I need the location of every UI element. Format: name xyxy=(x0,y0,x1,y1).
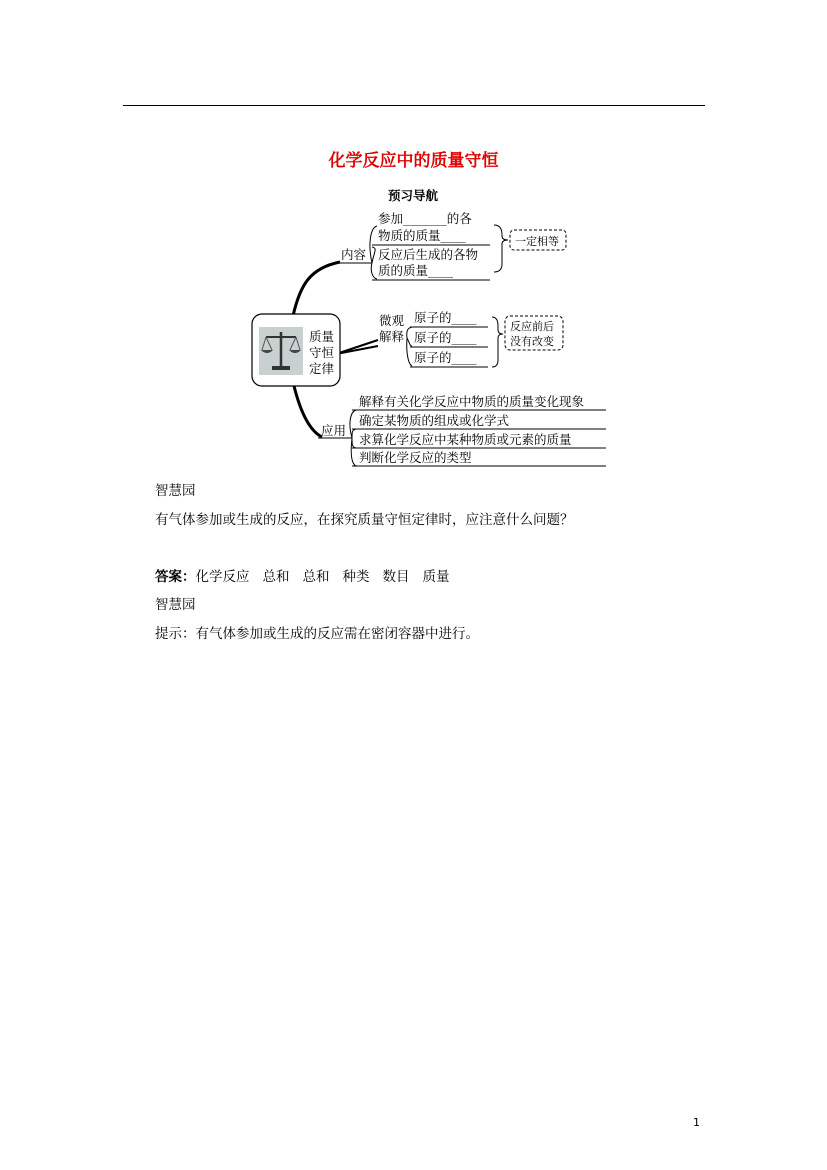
application-fork-1 xyxy=(350,410,356,438)
branch-content-connector xyxy=(293,262,340,316)
mind-map xyxy=(0,0,827,480)
answer-item-1: 化学反应 xyxy=(195,569,250,585)
application-item-2: 确定某物质的组成或化学式 xyxy=(359,413,510,428)
answer-item-2: 总和 xyxy=(262,569,290,585)
answer-label: 答案： xyxy=(155,569,196,585)
micro-item-3: 原子的____ xyxy=(414,350,477,365)
section2-heading: 智慧园 xyxy=(155,597,196,613)
center-line-2: 守恒 xyxy=(309,345,335,360)
content-item2-line2: 质的质量____ xyxy=(378,263,454,278)
balance-scale-icon xyxy=(259,327,303,375)
content-bracket xyxy=(494,225,508,272)
content-label: 内容 xyxy=(341,247,367,262)
answer-item-6: 质量 xyxy=(422,569,450,585)
application-fork-2 xyxy=(352,429,356,438)
micro-label-line1: 微观 xyxy=(379,313,405,328)
branch-application-connector xyxy=(294,386,322,437)
application-item-4: 判断化学反应的类型 xyxy=(359,450,472,465)
section1-heading: 智慧园 xyxy=(155,483,196,499)
mindmap-heading: 预习导航 xyxy=(387,188,438,203)
micro-fork-top xyxy=(407,327,412,338)
branch-micro-connector xyxy=(336,340,378,354)
content-item1-line2: 物质的质量____ xyxy=(378,228,466,243)
content-fork-mid xyxy=(372,247,375,263)
answer-item-4: 种类 xyxy=(342,569,370,585)
micro-item-1: 原子的____ xyxy=(414,310,477,325)
micro-label-line2: 解释 xyxy=(379,329,405,344)
micro-note-line1: 反应前后 xyxy=(510,320,554,333)
content-item1-line1: 参加_______的各 xyxy=(378,211,472,226)
page-number: 1 xyxy=(693,1116,700,1129)
answer-item-3: 总和 xyxy=(302,569,330,585)
center-line-1: 质量 xyxy=(309,329,335,344)
answer-item-5: 数目 xyxy=(382,569,410,585)
section2-hint: 提示：有气体参加或生成的反应需在密闭容器中进行。 xyxy=(155,626,479,642)
content-note: 一定相等 xyxy=(515,235,559,248)
content-fork-bottom xyxy=(371,263,377,279)
micro-fork-mid xyxy=(407,338,412,346)
answer-line xyxy=(155,565,463,585)
application-fork-4 xyxy=(351,438,356,466)
section1-question: 有气体参加或生成的反应，在探究质量守恒定律时，应注意什么问题？ xyxy=(155,512,574,528)
center-line-3: 定律 xyxy=(309,361,335,376)
micro-bracket xyxy=(492,317,503,367)
application-label: 应用 xyxy=(321,423,347,438)
page-title: 化学反应中的质量守恒 xyxy=(328,151,499,171)
micro-item-2: 原子的____ xyxy=(414,330,477,345)
application-item-3: 求算化学反应中某种物质或元素的质量 xyxy=(359,432,572,447)
micro-note-line2: 没有改变 xyxy=(510,335,554,348)
application-item-1: 解释有关化学反应中物质的质量变化现象 xyxy=(359,394,585,409)
content-item2-line1: 反应后生成的各物 xyxy=(378,247,479,262)
application-fork-3 xyxy=(352,438,356,448)
